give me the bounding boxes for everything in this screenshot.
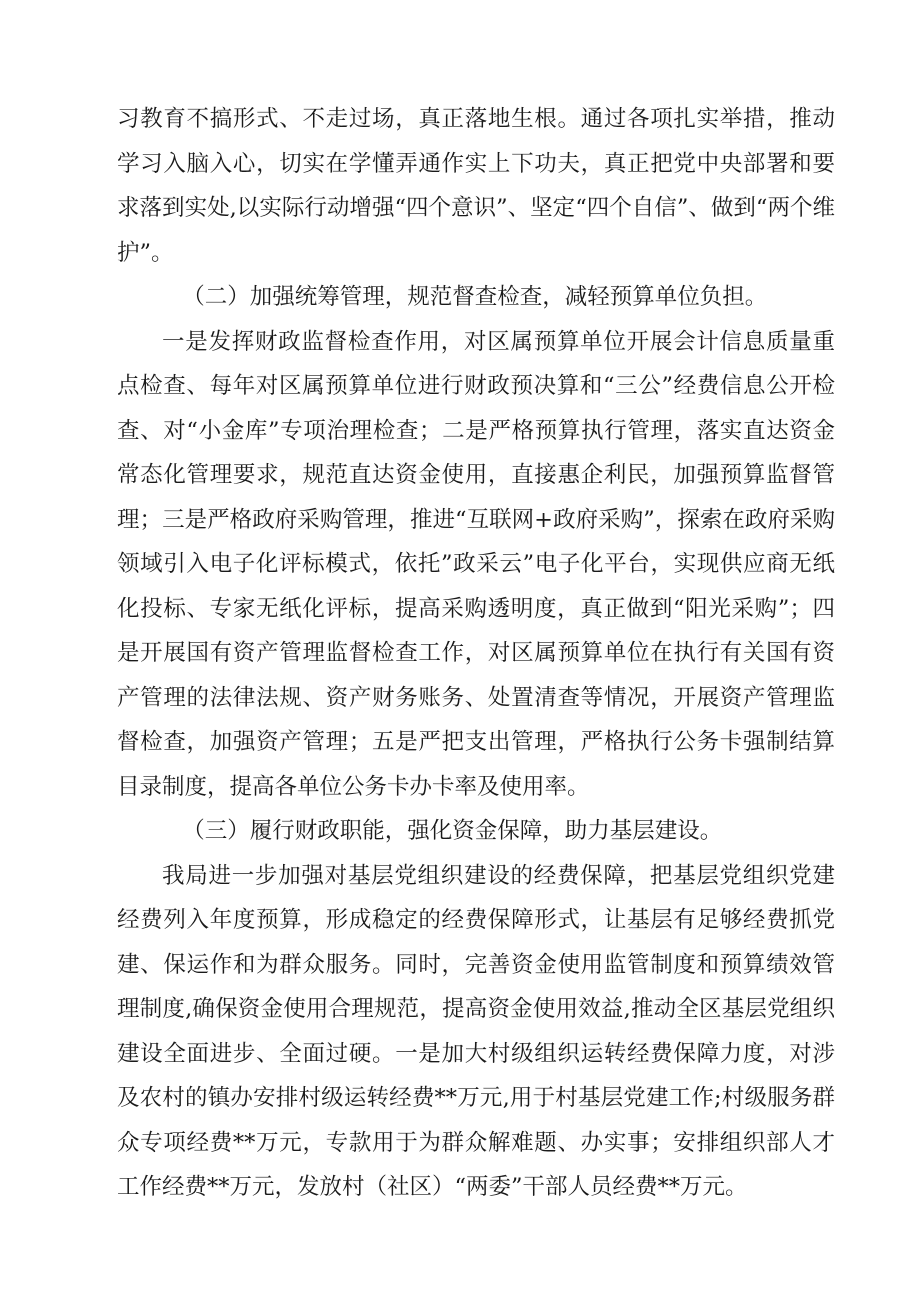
- paragraph-funding: 我局进一步加强对基层党组织建设的经费保障，把基层党组织党建经费列入年度预算，形成稳定的经费保障形式，让基层有足够经费抓党建、保运作和为群众服务。同时，完善资金使用监管制度和预算绩效管理制度,确保资金使用合理规范，提高资金使用效益,推动全区基层党组织建设全面进步、全面过硬。一是加大村级组织运转经费保障力度，对涉及农村的镇办安排村级运转经费**万元,用于村基层党建工作;村级服务群众专项经费**万元，专款用于为群众解难题、办实事；安排组织部人才工作经费**万元，发放村（社区）“两委”干部人员经费**万元。: [117, 862, 835, 1200]
- section-heading-3: （三）履行财政职能，强化资金保障，助力基层建设。: [182, 818, 723, 844]
- section-heading-2: （二）加强统筹管理，规范督查检查，减轻预算单位负担。: [182, 284, 768, 310]
- paragraph-supervision: 一是发挥财政监督检查作用，对区属预算单位开展会计信息质量重点检查、每年对区属预算单位进行财政预决算和“三公”经费信息公开检查、对“小金库”专项治理检查；二是严格预算执行管理，落实直达资金常态化管理要求，规范直达资金使用，直接惠企利民，加强预算监督管理；三是严格政府采购管理，推进“互联网+政府采购”，探索在政府采购领域引入电子化评标模式，依托”政采云”电子化平台，实现供应商无纸化投标、专家无纸化评标，提高采购透明度，真正做到“阳光采购”；四是开展国有资产管理监督检查工作，对区属预算单位在执行有关国有资产管理的法律法规、资产财务账务、处置清查等情况，开展资产管理监督检查，加强资产管理；五是严把支出管理，严格执行公务卡强制结算目录制度，提高各单位公务卡办卡率及使用率。: [117, 328, 835, 800]
- document-body: [117, 97, 835, 1210]
- paragraph-continuation: 习教育不搞形式、不走过场，真正落地生根。通过各项扎实举措，推动学习入脑入心，切实在学懂弄通作实上下功夫，真正把党中央部署和要求落到实处,以实际行动增强“四个意识”、坚定“四个自信”、做到“两个维护”。: [117, 106, 835, 266]
